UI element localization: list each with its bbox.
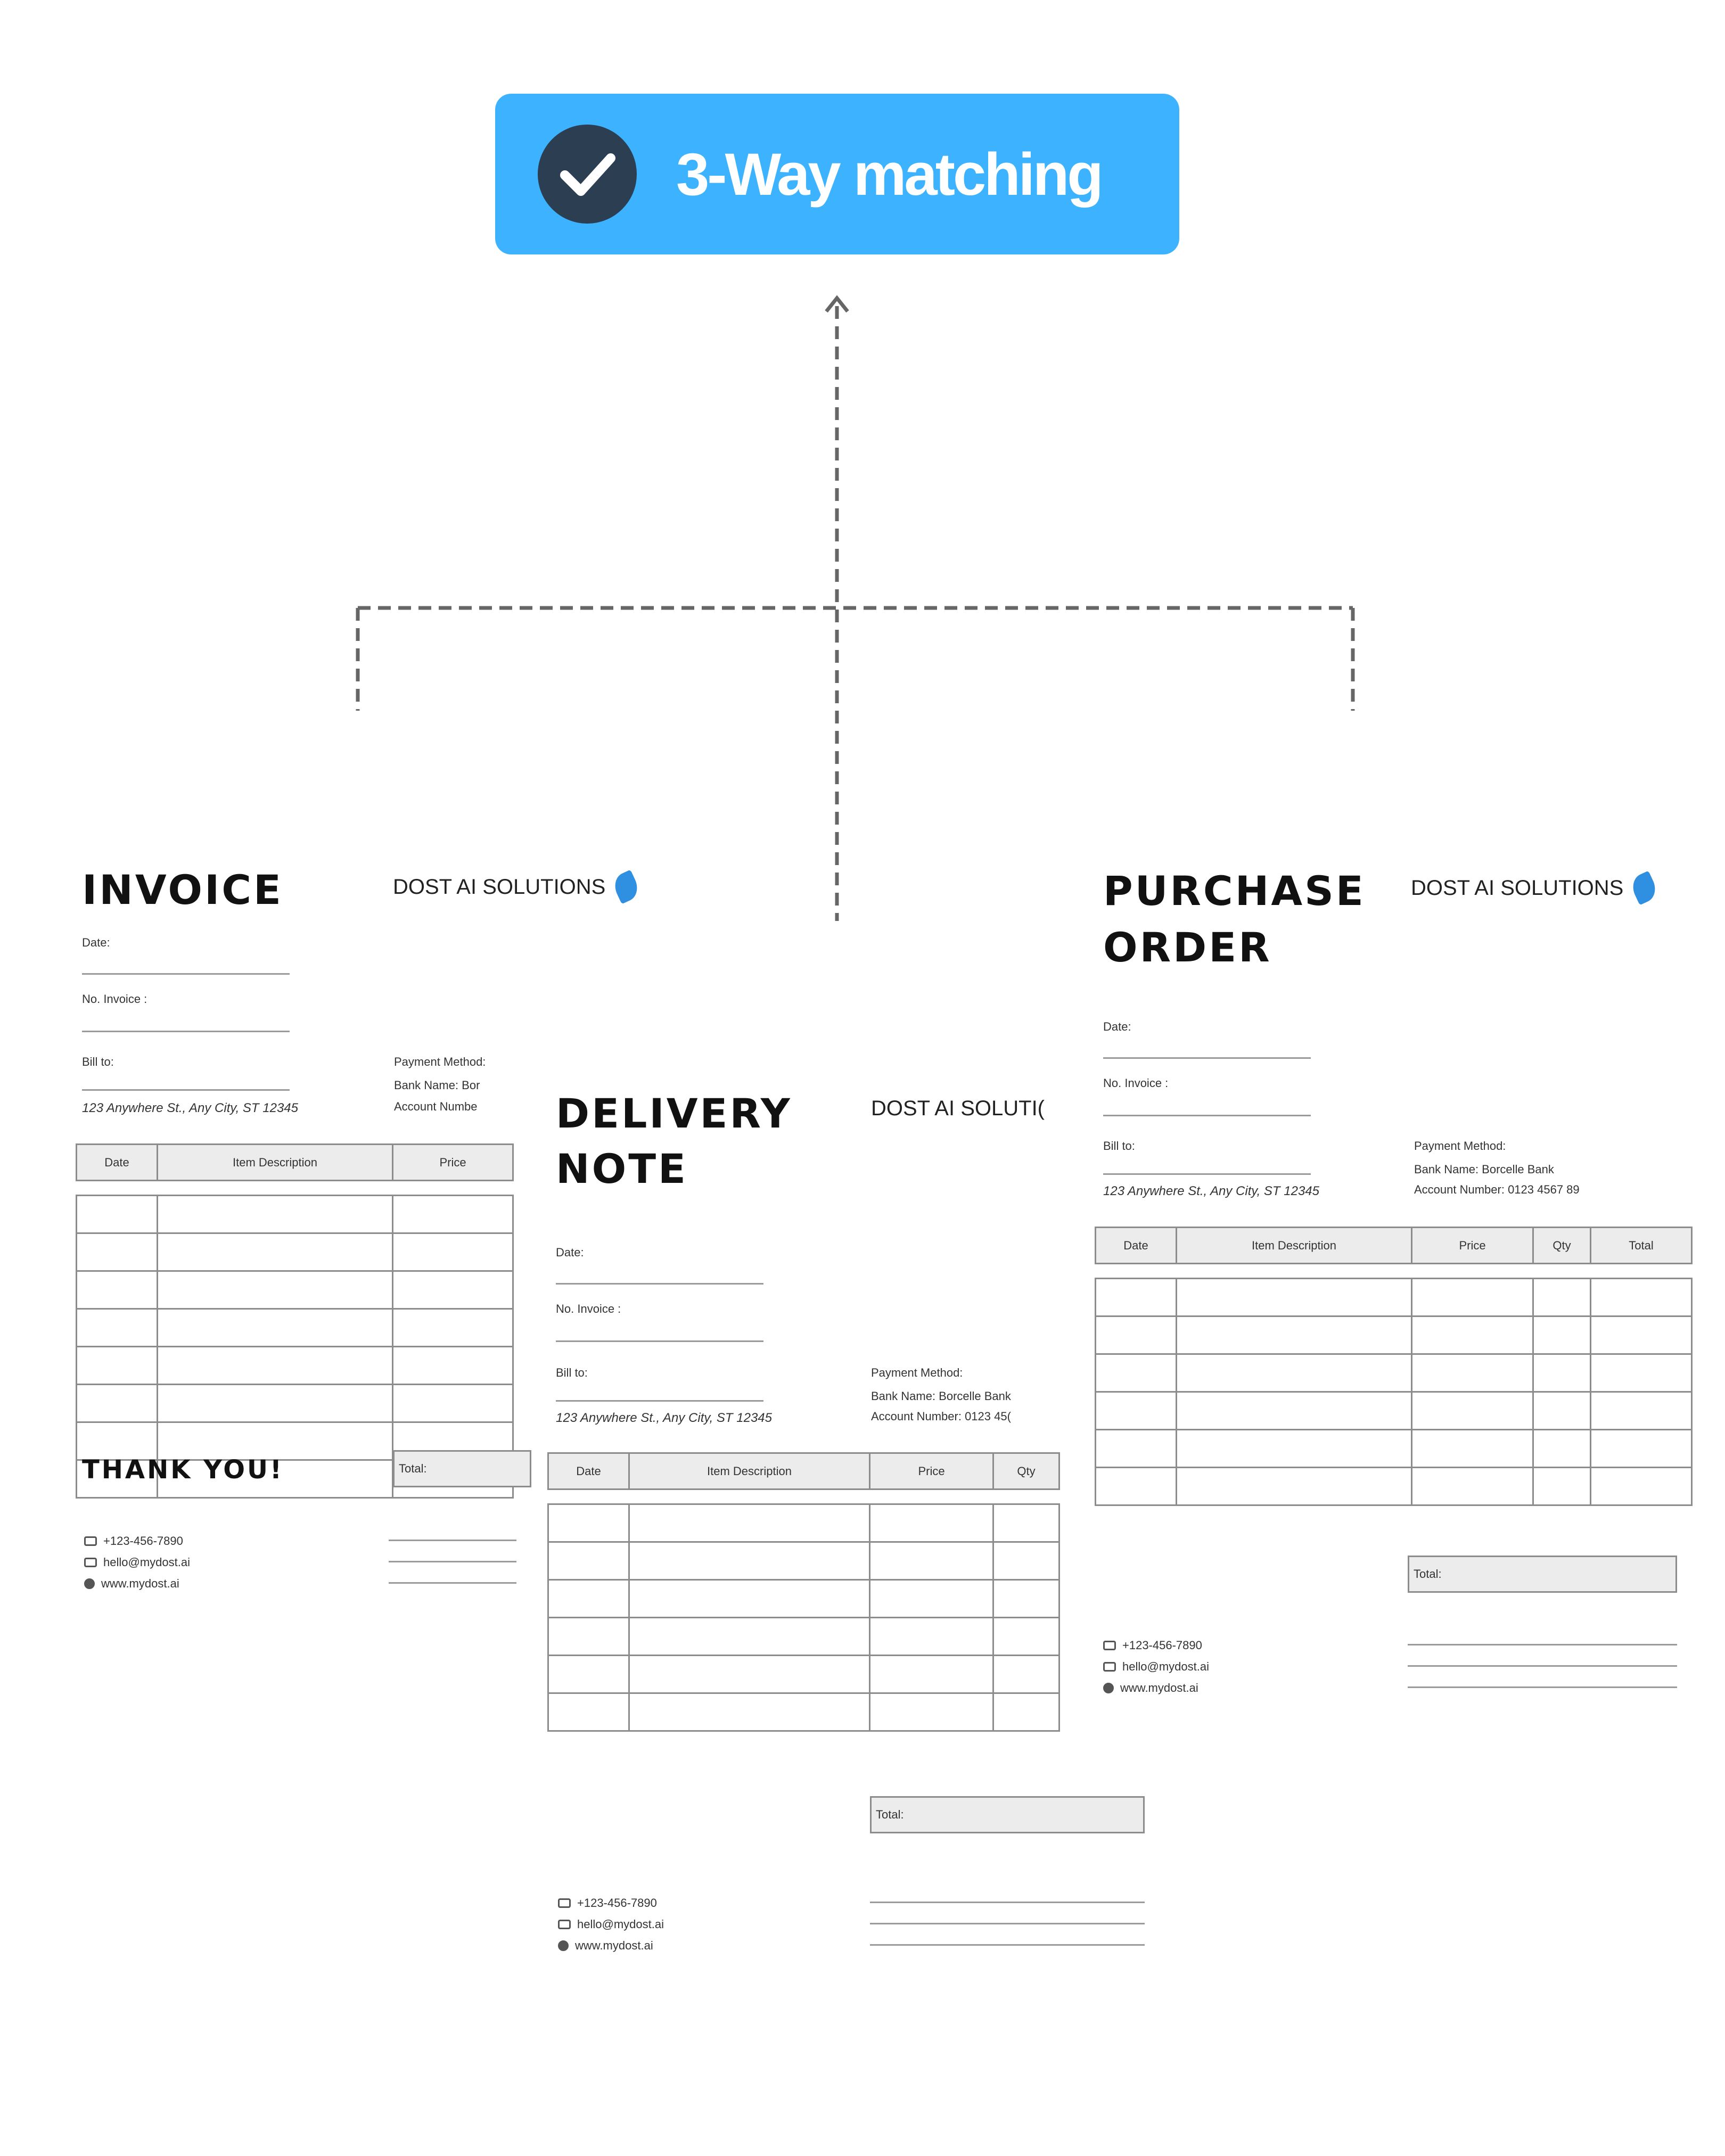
table-header-row	[1096, 1228, 1692, 1264]
invoice-number-label: No. Invoice :	[556, 1302, 621, 1315]
signature-line	[870, 1923, 1145, 1924]
mail-icon	[1103, 1662, 1116, 1672]
bill-to-label: Bill to:	[82, 1055, 114, 1068]
bill-to-underline	[82, 1089, 290, 1091]
account-number: Account Number: 0123 45(	[871, 1410, 1011, 1423]
signature-line	[1408, 1644, 1677, 1645]
three-way-matching-badge	[495, 94, 1179, 254]
header-item-description: Item Description	[1177, 1228, 1412, 1264]
signature-line	[1408, 1686, 1677, 1688]
header-qty: Qty	[1533, 1228, 1591, 1264]
signature-line	[1408, 1665, 1677, 1667]
header-price: Price	[870, 1453, 993, 1490]
header-total: Total	[1591, 1228, 1692, 1264]
bill-to-label: Bill to:	[556, 1366, 588, 1379]
header-date: Date	[548, 1453, 629, 1490]
total-box: Total:	[1408, 1556, 1677, 1593]
phone-contact: +123-456-7890	[558, 1896, 657, 1910]
delivery-note-document	[532, 1059, 1044, 2007]
header-date: Date	[1096, 1228, 1177, 1264]
invoice-number-underline	[82, 1031, 290, 1032]
table-row	[77, 1271, 513, 1309]
dost-logo-icon	[610, 870, 642, 904]
date-label: Date:	[556, 1246, 584, 1259]
invoice-title: INVOICE	[82, 866, 283, 914]
purchase-order-title-line1: PURCHASE	[1103, 867, 1366, 915]
phone-contact: +123-456-7890	[1103, 1639, 1202, 1652]
phone-icon	[84, 1536, 97, 1546]
signature-line	[389, 1582, 516, 1584]
mail-icon	[558, 1920, 571, 1929]
phone-icon	[1103, 1641, 1116, 1650]
invoice-number-underline	[1103, 1115, 1311, 1116]
bill-to-underline	[1103, 1173, 1311, 1175]
date-underline	[1103, 1057, 1311, 1059]
address: 123 Anywhere St., Any City, ST 12345	[556, 1411, 772, 1425]
signature-line	[389, 1561, 516, 1562]
globe-icon	[558, 1940, 569, 1951]
delivery-note-title-line2: NOTE	[556, 1145, 688, 1192]
table-row	[77, 1309, 513, 1347]
table-row	[548, 1693, 1059, 1731]
globe-icon	[84, 1578, 95, 1589]
date-underline	[82, 973, 290, 975]
table-row	[548, 1618, 1059, 1656]
company-name: DOST AI SOLUTIONS	[393, 873, 637, 901]
globe-icon	[1103, 1683, 1114, 1693]
table-row	[548, 1580, 1059, 1618]
company-name: DOST AI SOLUTIONS	[1411, 874, 1655, 902]
signature-line	[870, 1902, 1145, 1903]
company-name: DOST AI SOLUTI(	[871, 1097, 1045, 1120]
table-row	[1096, 1316, 1692, 1354]
payment-method-label: Payment Method:	[871, 1366, 963, 1379]
table-row	[1096, 1430, 1692, 1468]
date-label: Date:	[82, 936, 110, 949]
bank-name: Bank Name: Bor	[394, 1079, 480, 1092]
header-item-description: Item Description	[629, 1453, 870, 1490]
header-date: Date	[77, 1145, 158, 1181]
payment-method-label: Payment Method:	[1414, 1139, 1506, 1153]
dost-logo-icon	[1628, 871, 1660, 906]
email-contact: hello@mydost.ai	[1103, 1660, 1209, 1674]
table-row	[1096, 1468, 1692, 1505]
badge-label: 3-Way matching	[676, 141, 1102, 208]
bank-name: Bank Name: Borcelle Bank	[871, 1389, 1011, 1403]
table-row	[77, 1196, 513, 1233]
arrow-head-icon	[826, 298, 848, 311]
table-row	[548, 1656, 1059, 1693]
website-contact: www.mydost.ai	[1103, 1681, 1198, 1695]
check-circle-icon	[538, 125, 637, 224]
invoice-number-label: No. Invoice :	[1103, 1076, 1169, 1090]
mail-icon	[84, 1558, 97, 1567]
website-contact: www.mydost.ai	[558, 1939, 653, 1953]
website-contact: www.mydost.ai	[84, 1577, 179, 1591]
delivery-note-title-line1: DELIVERY	[556, 1090, 792, 1137]
bank-name: Bank Name: Borcelle Bank	[1414, 1163, 1554, 1176]
table-row	[548, 1542, 1059, 1580]
table-row	[77, 1385, 513, 1422]
invoice-number-underline	[556, 1340, 763, 1342]
date-underline	[556, 1283, 763, 1285]
table-row	[1096, 1392, 1692, 1430]
bill-to-underline	[556, 1400, 763, 1402]
table-row	[1096, 1279, 1692, 1316]
email-contact: hello@mydost.ai	[558, 1918, 664, 1931]
table-row	[1096, 1354, 1692, 1392]
table-row	[548, 1504, 1059, 1542]
invoice-items-table	[76, 1143, 514, 1499]
invoice-number-label: No. Invoice :	[82, 992, 147, 1006]
signature-line	[389, 1540, 516, 1541]
table-row	[77, 1347, 513, 1385]
phone-icon	[558, 1898, 571, 1908]
header-price: Price	[1412, 1228, 1533, 1264]
payment-method-label: Payment Method:	[394, 1055, 486, 1068]
purchase-order-title-line2: ORDER	[1103, 924, 1272, 971]
bill-to-label: Bill to:	[1103, 1139, 1135, 1153]
header-price: Price	[393, 1145, 513, 1181]
table-header-row	[77, 1145, 513, 1181]
account-number: Account Numbe	[394, 1100, 478, 1113]
table-row	[77, 1233, 513, 1271]
header-item-description: Item Description	[158, 1145, 393, 1181]
total-box: Total:	[870, 1796, 1145, 1833]
purchase-order-items-table	[1095, 1227, 1693, 1506]
purchase-order-document	[1081, 830, 1704, 1746]
invoice-document	[64, 830, 606, 1746]
header-qty: Qty	[993, 1453, 1059, 1490]
date-label: Date:	[1103, 1020, 1131, 1033]
signature-line	[870, 1944, 1145, 1946]
phone-contact: +123-456-7890	[84, 1534, 183, 1548]
delivery-note-items-table	[547, 1452, 1060, 1732]
address: 123 Anywhere St., Any City, ST 12345	[1103, 1184, 1319, 1198]
email-contact: hello@mydost.ai	[84, 1556, 190, 1569]
address: 123 Anywhere St., Any City, ST 12345	[82, 1101, 298, 1115]
thank-you-text: THANK YOU!	[82, 1455, 284, 1485]
total-box: Total:	[393, 1450, 531, 1487]
account-number: Account Number: 0123 4567 89	[1414, 1183, 1580, 1196]
table-header-row	[548, 1453, 1059, 1490]
